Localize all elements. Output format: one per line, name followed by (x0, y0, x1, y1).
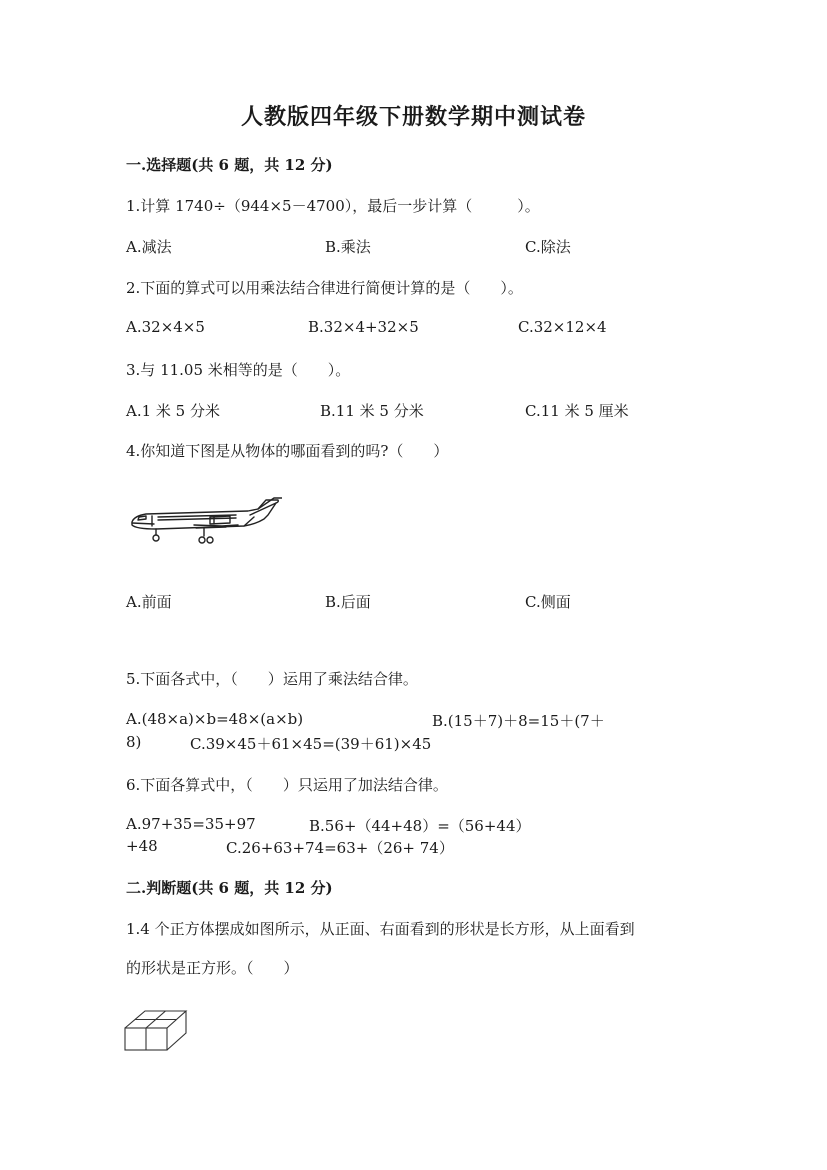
q1-option-c: C.除法 (525, 238, 571, 256)
q6-option-a: A.97+35=35+97 (126, 815, 256, 833)
q2-option-a: A.32×4×5 (126, 318, 205, 336)
q1-option-b: B.乘法 (325, 238, 371, 256)
section-heading-judgement: 二.判断题(共 6 题，共 12 分) (126, 879, 333, 897)
q3-option-c: C.11 米 5 厘米 (525, 402, 629, 420)
q4-option-b: B.后面 (325, 593, 371, 611)
four-cubes-image (124, 1010, 188, 1052)
q4-option-c: C.侧面 (525, 593, 571, 611)
q5-option-c: C.39×45＋61×45=(39＋61)×45 (190, 735, 432, 753)
question-4: 4.你知道下图是从物体的哪面看到的吗?（ ） (126, 442, 449, 460)
q6-option-c: C.26+63+74=63+（26+ 74） (226, 839, 454, 857)
q2-option-b: B.32×4+32×5 (308, 318, 419, 336)
section-heading-choice: 一.选择题(共 6 题，共 12 分) (126, 156, 333, 174)
judgement-question-1: 1.4 个正方体摆成如图所示，从正面、右面看到的形状是长方形，从上面看到 (126, 920, 635, 938)
q5-option-b-continued: 8) (126, 733, 142, 751)
question-2: 2.下面的算式可以用乘法结合律进行简便计算的是（ ）。 (126, 279, 523, 297)
q4-option-a: A.前面 (126, 593, 172, 611)
question-5: 5.下面各式中，（ ）运用了乘法结合律。 (126, 670, 418, 688)
q3-option-a: A.1 米 5 分米 (126, 402, 220, 420)
q5-option-b: B.(15＋7)＋8=15＋(7＋ (432, 712, 605, 730)
q6-option-b-continued: +48 (126, 837, 158, 855)
question-6: 6.下面各算式中，（ ）只运用了加法结合律。 (126, 776, 448, 794)
question-3: 3.与 11.05 米相等的是（ ）。 (126, 361, 351, 379)
judgement-question-1-continued: 的形状是正方形。（ ） (126, 959, 299, 977)
q2-option-c: C.32×12×4 (518, 318, 607, 336)
q6-option-b: B.56+（44+48）=（56+44） (309, 817, 531, 835)
q3-option-b: B.11 米 5 分米 (320, 402, 424, 420)
question-1: 1.计算 1740÷（944×5－4700），最后一步计算（ ）。 (126, 197, 540, 215)
airplane-image (126, 495, 282, 547)
page-title: 人教版四年级下册数学期中测试卷 (240, 104, 586, 130)
q1-option-a: A.减法 (126, 238, 172, 256)
q5-option-a: A.(48×a)×b=48×(a×b) (126, 710, 304, 728)
